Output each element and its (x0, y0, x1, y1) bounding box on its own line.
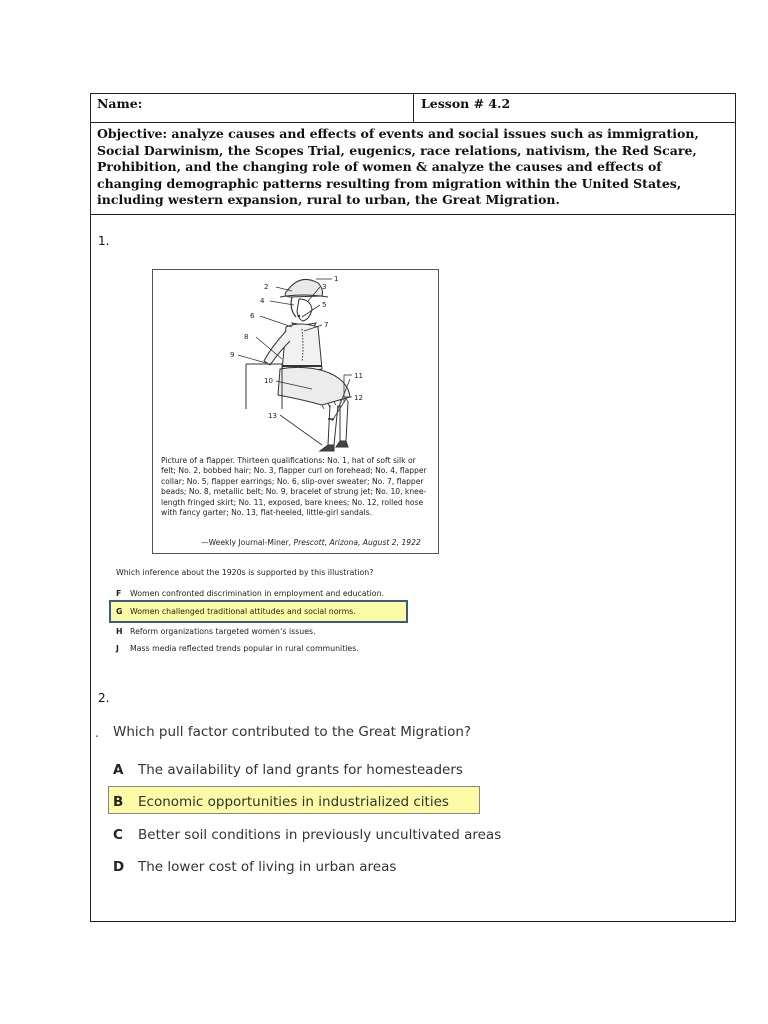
question-1-option-f[interactable] (116, 589, 384, 598)
question-1-stem: Which inference about the 1920s is supported by this illustration? (116, 568, 374, 577)
figure-label-7: 7 (324, 321, 329, 329)
option-letter: C (113, 827, 123, 843)
figure-label-6: 6 (250, 312, 255, 320)
option-text: Women confronted discrimination in employment and education. (130, 589, 384, 598)
question-2-option-b[interactable] (113, 794, 449, 810)
question-1-option-g[interactable] (116, 607, 356, 616)
option-text: Mass media reflected trends popular in rural communities. (130, 644, 359, 653)
option-text: Women challenged traditional attitudes and social norms. (130, 607, 356, 616)
question-1-option-j[interactable] (116, 644, 359, 653)
attribution-place-date: Prescott, Arizona, August 2, 1922 (293, 538, 421, 547)
figure-label-1: 1 (334, 275, 339, 283)
figure-label-12: 12 (354, 394, 363, 402)
figure-label-9: 9 (230, 351, 235, 359)
option-letter: J (116, 644, 119, 653)
name-label: Name: (97, 96, 143, 111)
option-letter: B (113, 794, 124, 810)
name-cell (91, 94, 414, 122)
figure-label-4: 4 (260, 297, 265, 305)
option-text: Better soil conditions in previously uncultivated areas (138, 827, 502, 843)
figure-label-13: 13 (268, 412, 277, 420)
figure-label-10: 10 (264, 377, 273, 385)
figure-label-5: 5 (322, 301, 327, 309)
question-1-number: 1. (98, 234, 110, 248)
option-text: The availability of land grants for homesteaders (138, 762, 463, 778)
question-2-option-a[interactable] (113, 762, 463, 778)
option-letter: A (113, 762, 124, 778)
worksheet-table (90, 93, 736, 922)
question-2-dot: . (95, 726, 99, 740)
option-text: Economic opportunities in industrialized cities (138, 794, 449, 810)
question-2-option-c[interactable] (113, 827, 501, 843)
figure-label-2: 2 (264, 283, 269, 291)
question-2-option-d[interactable] (113, 859, 396, 875)
figure-label-11: 11 (354, 372, 363, 380)
option-text: The lower cost of living in urban areas (138, 859, 397, 875)
figure-attribution (201, 538, 421, 547)
question-1-option-h[interactable] (116, 627, 316, 636)
question-2-stem: Which pull factor contributed to the Great Migration? (113, 724, 472, 740)
lesson-label: Lesson # 4.2 (421, 96, 511, 111)
objective-row (91, 123, 735, 215)
question-2-number: 2. (98, 691, 110, 705)
flapper-illustration (152, 269, 439, 459)
figure-label-3: 3 (322, 283, 327, 291)
figure-label-8: 8 (244, 333, 249, 341)
header-row (91, 94, 735, 123)
figure-caption: Picture of a flapper. Thirteen qualifications: No. 1, hat of soft silk or felt; No. 2, bobbed hair; No. 3, flapper curl on forehead; No. 4, flapper collar; No. 5, flapper earrings; No. 6, slip-over sweater; No. 7, flapper beads; No. 8, metallic belt; No. 9, bracelet of strung jet; No. 10, knee-length fringed skirt; No. 11, exposed, bare knees; No. 12, rolled hose with fancy garter; No. 13, flat-heeled, little-girl sandals. (161, 456, 427, 518)
option-text: Reform organizations targeted women’s issues. (130, 627, 316, 636)
option-letter: D (113, 859, 125, 875)
option-letter: G (116, 607, 123, 616)
attribution-source: —Weekly Journal-Miner, (201, 538, 294, 547)
option-letter: H (116, 627, 123, 636)
objective-text: Objective: analyze causes and effects of events and social issues such as immigration, Social Darwinism, the Scopes Trial, eugenics, race relations, nativism, the Red Scare, Prohibition, and the changing role of women & analyze the causes and effects of changing demographic patterns resulting from migration within the United States, including western expansion, rural to urban, the Great Migration. (97, 126, 699, 207)
option-letter: F (116, 589, 122, 598)
